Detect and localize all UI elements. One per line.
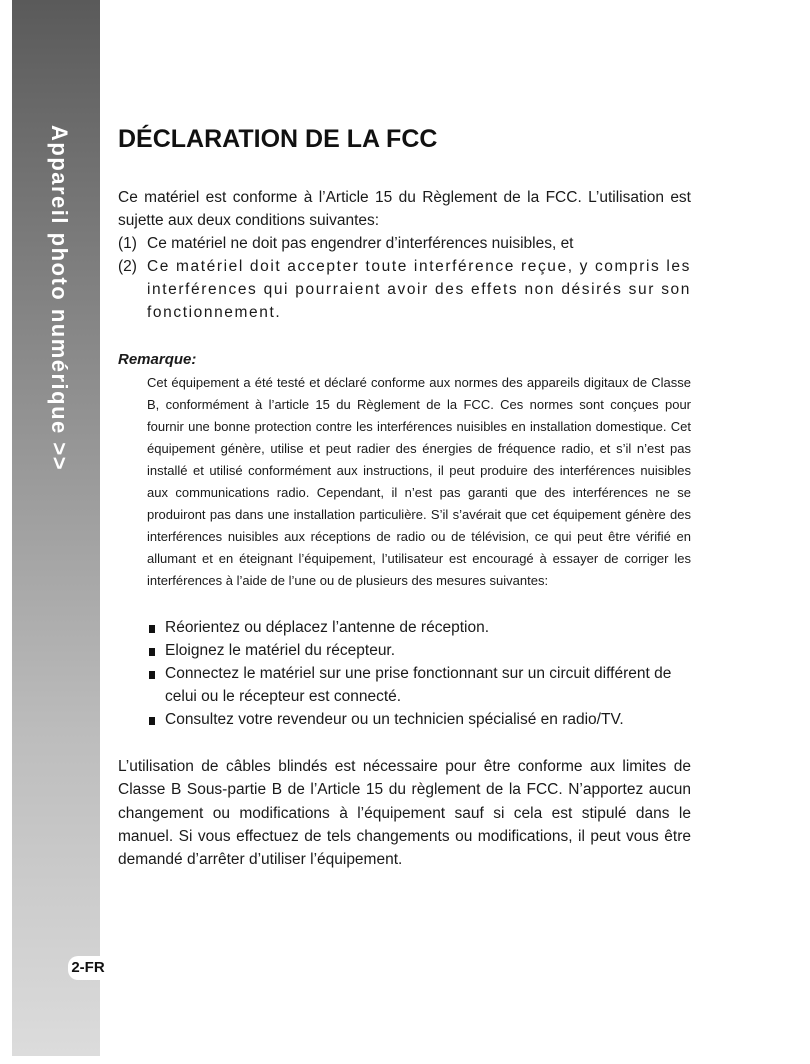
square-bullet-icon: [149, 717, 155, 725]
square-bullet-icon: [149, 648, 155, 656]
remark-heading: Remarque:: [118, 351, 197, 368]
condition-marker: (1): [118, 235, 137, 252]
sidebar-title: Appareil photo numérique >>: [47, 125, 72, 472]
conditions-list: [118, 232, 691, 324]
list-item-text: Consultez votre revendeur ou un technicien spécialisé en radio/TV.: [165, 711, 624, 728]
list-item-text: Connectez le matériel sur une prise fonctionnant sur un circuit différent de celui ou le récepteur est connecté.: [165, 665, 672, 705]
list-item: [147, 616, 691, 639]
list-item-text: Eloignez le matériel du récepteur.: [165, 642, 396, 659]
measures-list: [147, 616, 691, 731]
closing-paragraph: L’utilisation de câbles blindés est nécessaire pour être conforme aux limites de Classe B Sous-partie B de l’Article 15 du règlement de la FCC. N’apportez aucun changement ou modifications à l’équipement sauf si cela est stipulé dans le manuel. Si vous effectuez de tels changements ou modifications, il peut vous être demandé d’arrêter d’utiliser l’équipement.: [118, 758, 691, 869]
list-item: [147, 639, 691, 662]
condition-text: Ce matériel ne doit pas engendrer d’interférences nuisibles, et: [147, 235, 574, 252]
square-bullet-icon: [149, 625, 155, 633]
list-item: [147, 708, 691, 731]
condition-text: Ce matériel doit accepter toute interférence reçue, y compris les interférences qui pourraient avoir des effets non désirés sur son fonctionnement.: [147, 258, 691, 321]
list-item-text: Réorientez ou déplacez l’antenne de réception.: [165, 619, 490, 636]
list-item: [147, 662, 691, 708]
intro-paragraph: Ce matériel est conforme à l’Article 15 du Règlement de la FCC. L’utilisation est sujette aux deux conditions suivantes:: [118, 189, 691, 229]
sidebar-band: [12, 0, 105, 1056]
page-title: DÉCLARATION DE LA FCC: [118, 125, 438, 153]
remark-paragraph: Cet équipement a été testé et déclaré conforme aux normes des appareils digitaux de Classe B, conformément à l’article 15 du Règlement de la FCC. Ces normes sont conçues pour fournir une bonne protection contre les interférences nuisibles en installation domestique. Cet équipement génère, utilise et peut radier des énergies de fréquence radio, et s’il n’est pas installé et utilisé conformément aux instructions, il peut produire des interférences nuisibles aux communications radio. Cependant, il n’est pas garanti que des interférences ne se produiront pas dans une installation particulière. S’il s’avérait que cet équipement génère des interférences nuisibles aux réceptions de radio ou de télévision, ce qui peut être vérifié en allumant et en éteignant l’équipement, l’utilisateur est encouragé à essayer de corriger les interférences à l’aide de l’une ou de plusieurs des mesures suivantes:: [147, 375, 691, 588]
condition-item: [118, 255, 691, 324]
square-bullet-icon: [149, 671, 155, 679]
condition-item: [118, 232, 691, 255]
document-content: [118, 122, 691, 871]
page-number: 2-FR: [68, 956, 108, 980]
condition-marker: (2): [118, 258, 137, 275]
